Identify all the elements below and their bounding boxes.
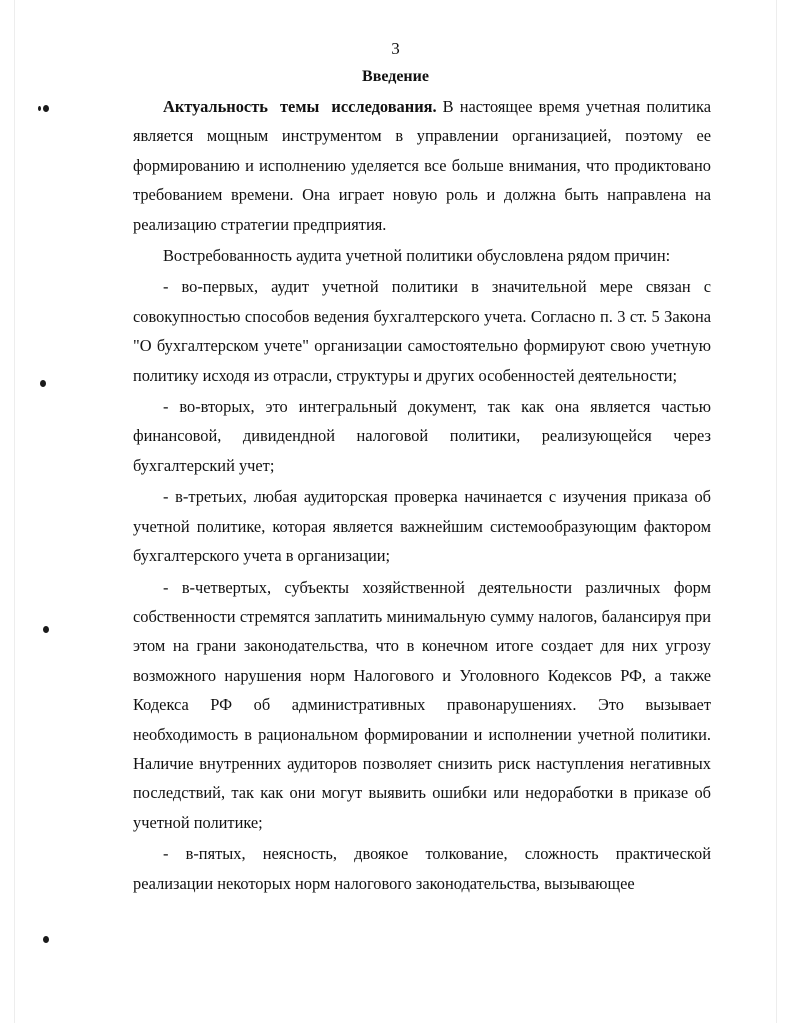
scan-edge-left — [14, 0, 15, 1023]
binding-mark-1 — [38, 106, 41, 111]
scan-edge-right — [776, 0, 777, 1023]
binding-mark-3 — [40, 380, 46, 387]
paragraph: - в-пятых, неясность, двоякое толкование, сложность практической реализации некоторых норм налогового законодательства, вызывающее — [133, 844, 711, 893]
binding-mark-5 — [43, 936, 49, 943]
intro-text: В настоящее время учетная политика является мощным инструментом в управлении организацией, поэтому ее формированию и исполнению уделяется все больше внимания, что продиктовано требованием времени. Она играет новую роль и должна быть направлена на реализацию стратегии предприятия. — [133, 97, 711, 234]
paragraph: - во-вторых, это интегральный документ, так как она является частью финансовой, дивидендной налоговой политики, реализующейся через бухгалтерский учет; — [133, 397, 711, 475]
intro-paragraph — [133, 92, 711, 239]
paragraph: - в-четвертых, субъекты хозяйственной деятельности различных форм собственности стремятся заплатить минимальную сумму налогов, балансируя при этом на грани законодательства, что в конечном итоге создает для них угрозу возможного нарушения норм Налогового и Уголовного Кодексов РФ, а также Кодекса РФ об административных правонарушениях. Это вызывает необходимость в рациональном формировании и исполнении учетной политики. Наличие внутренних аудиторов позволяет снизить риск наступления негативных последствий, так как они могут выявить ошибки или недоработки в приказе об учетной политике; — [133, 577, 711, 832]
paragraph: Востребованность аудита учетной политики обусловлена рядом причин: — [163, 246, 671, 266]
binding-mark-4 — [43, 626, 49, 633]
page-title: Введение — [362, 68, 429, 85]
binding-mark-2 — [43, 105, 49, 112]
document-body — [133, 92, 711, 898]
page-number: 3 — [391, 39, 400, 58]
paragraph: - во-первых, аудит учетной политики в значительной мере связан с совокупностью способов ведения бухгалтерского учета. Согласно п. 3 ст. 5 Закона "О бухгалтерском учете" организации самостоятельно формируют свою учетную политику исходя из отрасли, структуры и других особенностей деятельности; — [133, 277, 711, 385]
intro-lead: Актуальность темы исследования. — [163, 97, 437, 116]
paragraph: - в-третьих, любая аудиторская проверка начинается с изучения приказа об учетной политике, которая является важнейшим системообразующим фактором бухгалтерского учета в организации; — [133, 487, 711, 566]
